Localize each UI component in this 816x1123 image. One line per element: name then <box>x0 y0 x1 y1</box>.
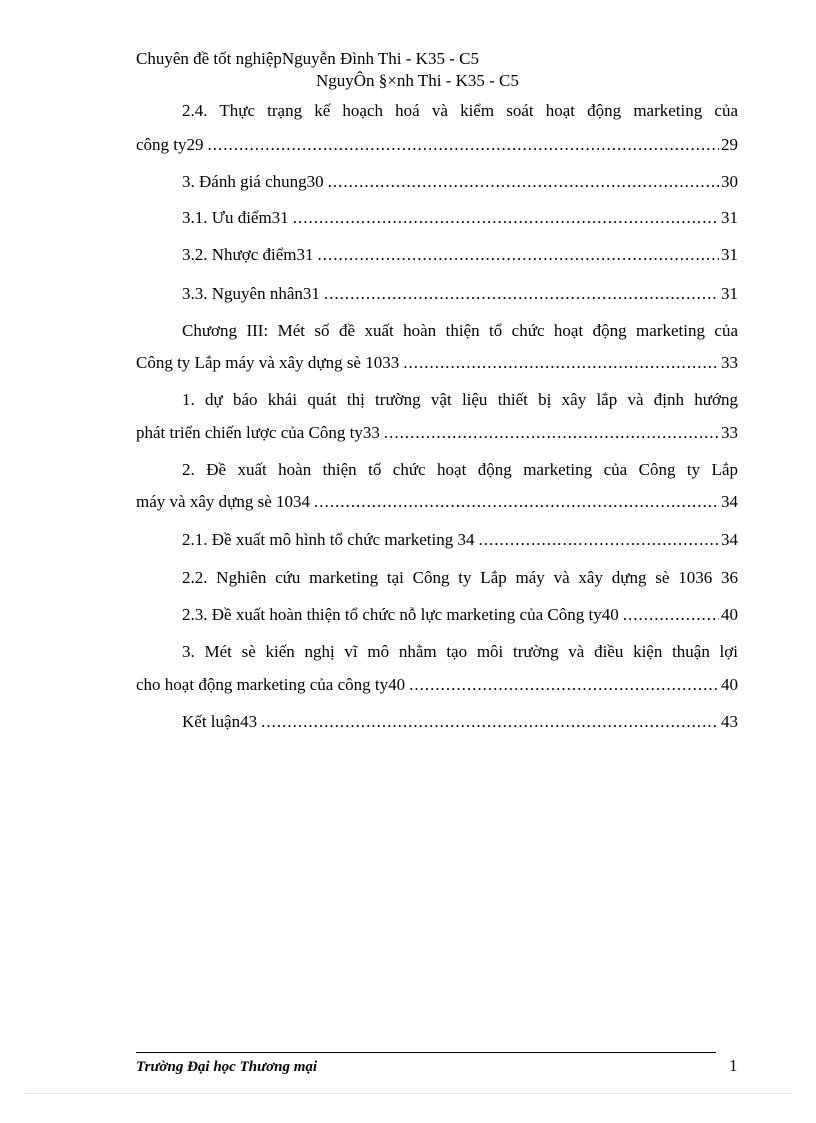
dot-leader <box>328 172 719 192</box>
dot-leader <box>324 284 719 304</box>
dot-leader <box>409 675 719 695</box>
toc-entry-7-text: phát triển chiến lược của Công ty33 <box>136 423 380 442</box>
toc-entry-9[interactable] <box>182 530 738 552</box>
toc-entry-9-text: 2.1. Đề xuất mô hình tổ chức marketing 34 <box>182 530 475 549</box>
header-line-1: Chuyên đề tốt nghiệpNguyễn Đình Thi - K35 - C5 <box>136 49 479 68</box>
footer-school-name: Trường Đại học Thương mại <box>136 1059 318 1075</box>
toc-entry-7-line-2[interactable] <box>136 423 738 445</box>
toc-entry-2-text: 3. Đánh giá chung30 <box>182 172 324 191</box>
page-boundary <box>24 1093 792 1094</box>
dot-leader <box>314 492 719 512</box>
toc-entry-1-line-2[interactable] <box>136 135 738 157</box>
toc-entry-6-text: Công ty Lắp máy và xây dựng sè 1033 <box>136 353 400 372</box>
toc-entry-6-line-2[interactable] <box>136 353 738 375</box>
toc-entry-11-page: 40 <box>721 605 738 624</box>
toc-entry-8-line-2[interactable] <box>136 492 738 514</box>
toc-entry-12-text: cho hoạt động marketing của công ty40 <box>136 675 406 694</box>
toc-entry-1-line-1: 2.4. Thực trạng kế hoạch hoá và kiểm soát hoạt động marketing của <box>182 101 738 120</box>
dot-leader <box>384 423 719 443</box>
toc-entry-3-page: 31 <box>721 208 738 227</box>
toc-entry-5-text: 3.3. Nguyên nhân31 <box>182 284 320 303</box>
toc-entry-7-page: 33 <box>721 423 738 442</box>
toc-entry-9-page: 34 <box>721 530 738 549</box>
dot-leader <box>403 353 719 373</box>
toc-entry-5-page: 31 <box>721 284 738 303</box>
header-line-2: NguyÔn §×nh Thi - K35 - C5 <box>316 71 519 90</box>
toc-entry-13-page: 43 <box>721 712 738 731</box>
toc-entry-5[interactable] <box>182 284 738 306</box>
dot-leader <box>623 605 719 625</box>
toc-entry-7-line-1: 1. dự báo khái quát thị trường vật liệu thiết bị xây lắp và định hướng <box>182 390 738 409</box>
toc-entry-10-text: 2.2. Nghiên cứu marketing tại Công ty Lắp máy và xây dựng sè 1036 36 <box>182 568 738 587</box>
toc-entry-8-line-1: 2. Đề xuất hoàn thiện tổ chức hoạt động marketing của Công ty Lắp <box>182 460 738 479</box>
toc-entry-4[interactable] <box>182 245 738 267</box>
toc-entry-1-page: 29 <box>721 135 738 154</box>
toc-entry-2-page: 30 <box>721 172 738 191</box>
toc-entry-4-text: 3.2. Nhược điểm31 <box>182 245 314 264</box>
toc-entry-3[interactable] <box>182 208 738 230</box>
footer-page-number: 1 <box>729 1056 738 1075</box>
toc-entry-10[interactable] <box>182 568 738 590</box>
toc-entry-1-text: công ty29 <box>136 135 204 154</box>
toc-entry-8-text: máy và xây dựng sè 1034 <box>136 492 310 511</box>
toc-entry-4-page: 31 <box>721 245 738 264</box>
toc-entry-6-line-1: Chương III: Mét số đề xuất hoàn thiện tổ chức hoạt động marketing của <box>182 321 738 340</box>
toc-entry-12-line-1: 3. Mét sè kiến nghị vĩ mô nhằm tạo môi trường và điều kiện thuận lợi <box>182 642 738 661</box>
toc-entry-2[interactable] <box>182 172 738 194</box>
toc-entry-12-page: 40 <box>721 675 738 694</box>
dot-leader <box>318 245 719 265</box>
toc-entry-11[interactable] <box>182 605 738 627</box>
toc-entry-6-page: 33 <box>721 353 738 372</box>
dot-leader <box>293 208 719 228</box>
footer-divider <box>136 1052 716 1053</box>
toc-entry-12-line-2[interactable] <box>136 675 738 697</box>
toc-entry-13-text: Kết luận43 <box>182 712 258 731</box>
dot-leader <box>208 135 719 155</box>
toc-entry-13[interactable] <box>182 712 738 734</box>
toc-entry-11-text: 2.3. Đề xuất hoàn thiện tổ chức nỗ lực marketing của Công ty40 <box>182 605 619 624</box>
toc-entry-3-text: 3.1. Ưu điểm31 <box>182 208 289 227</box>
dot-leader <box>261 712 719 732</box>
dot-leader <box>479 530 720 550</box>
toc-entry-8-page: 34 <box>721 492 738 511</box>
